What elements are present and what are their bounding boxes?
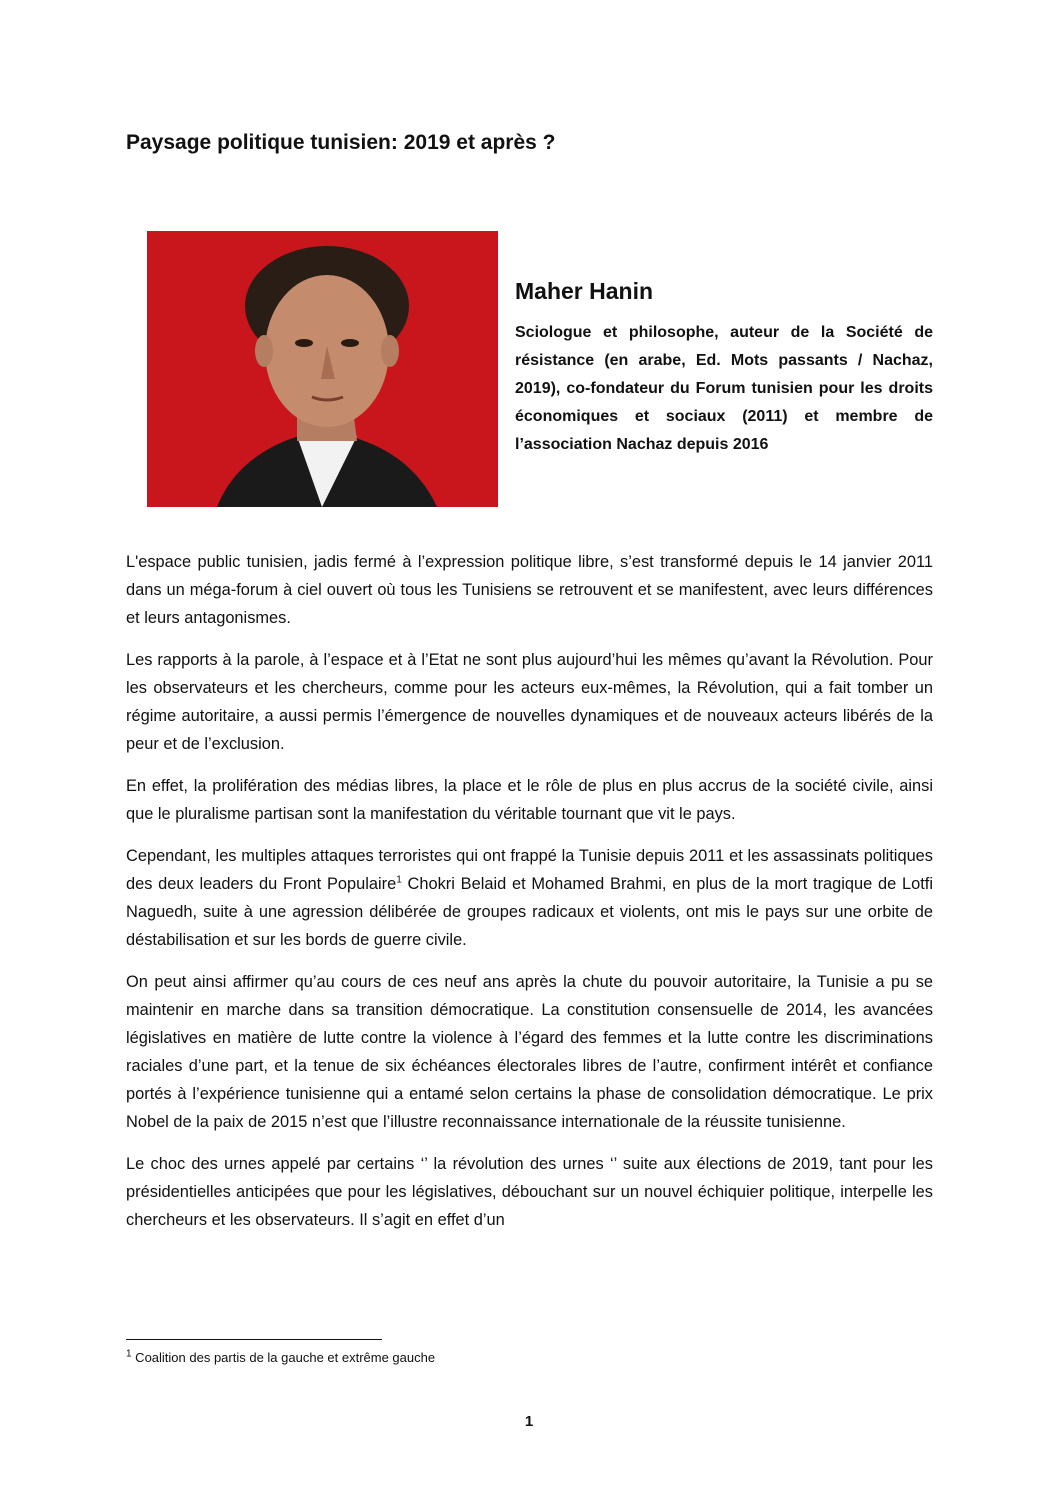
- paragraph-1: L'espace public tunisien, jadis fermé à l’expression politique libre, s’est transformé depuis le 14 janvier 2011 dans un méga-forum à ciel ouvert où tous les Tunisiens se retrouvent et se manifestent, avec leurs différences et leurs antagonismes.: [126, 553, 933, 627]
- author-block: [515, 278, 933, 459]
- author-bio: Sciologue et philosophe, auteur de la Société de résistance (en arabe, Ed. Mots passants / Nachaz, 2019), co-fondateur du Forum tunisien pour les droits économiques et sociaux (2011) et membre de l’association Nachaz depuis 2016: [515, 324, 933, 453]
- footnote-marker: 1: [126, 1348, 132, 1360]
- footnote: [126, 1350, 435, 1365]
- document-title: Paysage politique tunisien: 2019 et après ?: [126, 131, 556, 154]
- footnote-reference[interactable]: 1: [396, 874, 402, 886]
- paragraph-5: On peut ainsi affirmer qu’au cours de ces neuf ans après la chute du pouvoir autoritaire, la Tunisie a pu se maintenir en marche dans sa transition démocratique. La constitution consensuelle de 2014, les avancées législatives en matière de lutte contre la violence à l’égard des femmes et la lutte contre les discriminations raciales d’une part, et la tenue de six échéances électorales libres de l’autre, confirment intérêt et confiance portés à l’expérience tunisienne qui a entamé selon certains la phase de consolidation démocratique. Le prix Nobel de la paix de 2015 n’est que l’illustre reconnaissance internationale de la réussite tunisienne.: [126, 973, 933, 1131]
- footnote-text: Coalition des partis de la gauche et extrême gauche: [131, 1350, 436, 1365]
- paragraph-3: En effet, la prolifération des médias libres, la place et le rôle de plus en plus accrus de la société civile, ainsi que le pluralisme partisan sont la manifestation du véritable tournant que vit le pays.: [126, 777, 933, 823]
- author-portrait-image: [147, 231, 498, 507]
- paragraph-6: Le choc des urnes appelé par certains ‘’ la révolution des urnes ‘’ suite aux élections de 2019, tant pour les présidentielles anticipées que pour les législatives, débouchant sur un nouvel échiquier politique, interpelle les chercheurs et les observateurs. Il s’agit en effet d’un: [126, 1155, 933, 1229]
- page-number: 1: [524, 1413, 534, 1430]
- author-portrait: [147, 231, 498, 507]
- paragraph-4: [126, 842, 933, 954]
- paragraph-2: Les rapports à la parole, à l’espace et à l’Etat ne sont plus aujourd’hui les mêmes qu’avant la Révolution. Pour les observateurs et les chercheurs, comme pour les acteurs eux-mêmes, la Révolution, qui a fait tomber un régime autoritaire, a aussi permis l’émergence de nouvelles dynamiques et de nouveaux acteurs libérés de la peur et de l’exclusion.: [126, 651, 933, 753]
- author-name: Maher Hanin: [515, 278, 654, 304]
- paragraph-4-end: Chokri Belaid et Mohamed Brahmi, en plus de la mort tragique de Lotfi Naguedh, suite à une agression délibérée de groupes radicaux et violents, ont mis le pays sur une orbite de déstabilisation et sur les bords de guerre civile.: [126, 875, 933, 949]
- article-body: [126, 548, 933, 1234]
- paragraph-4-start: Cependant, les multiples attaques terroristes qui ont frappé la Tunisie depuis 2011 et les assassinats politiques des deux leaders du Front Populaire: [126, 847, 933, 893]
- footnote-divider: [126, 1339, 382, 1340]
